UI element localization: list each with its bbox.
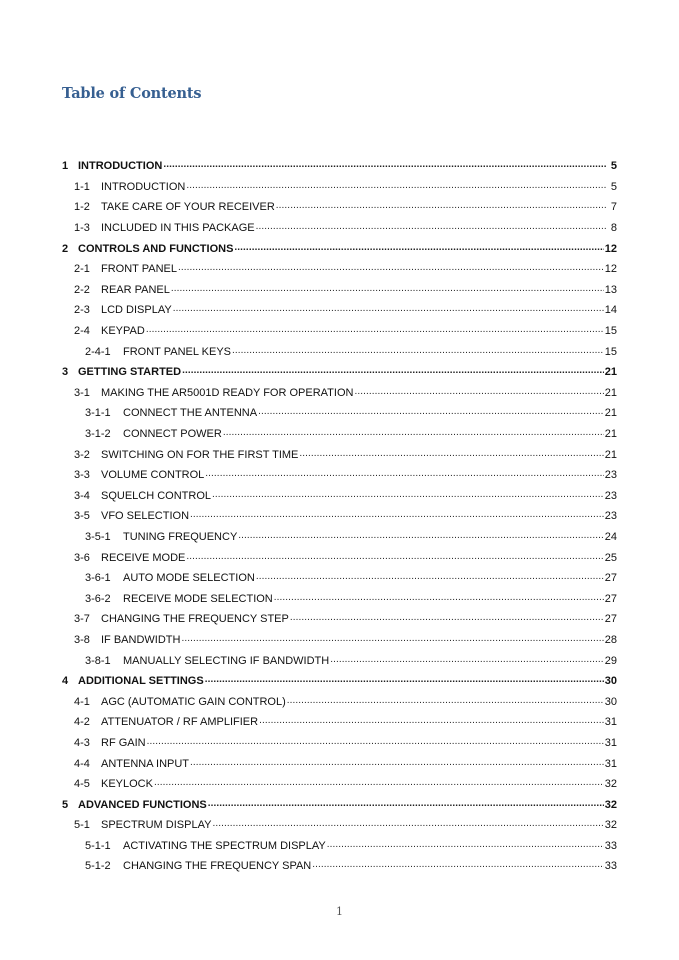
toc-entry-label: SPECTRUM DISPLAY: [101, 819, 212, 832]
toc-entry-label: LCD DISPLAY: [101, 304, 172, 317]
toc-entry-page: 32: [604, 798, 617, 811]
toc-entry-number: 4-1: [74, 695, 90, 708]
toc-entry-number: 1-1: [74, 180, 90, 193]
toc-entry[interactable]: [62, 486, 617, 507]
toc-entry-number: 3-1: [74, 386, 90, 399]
toc-entry-number: 3-8-1: [85, 654, 111, 667]
toc-entry[interactable]: [62, 444, 617, 465]
toc-entry-page: 32: [604, 819, 617, 832]
toc-entry-page: 29: [604, 654, 617, 667]
toc-entry-page: 21: [604, 448, 617, 461]
toc-entry-page: 15: [604, 345, 617, 358]
toc-entry[interactable]: [62, 197, 617, 218]
toc-entry-page: 30: [604, 695, 617, 708]
toc-entry-label: KEYPAD: [101, 325, 145, 338]
toc-entry-number: 3-8: [74, 633, 90, 646]
dot-leader: [258, 407, 604, 419]
toc-entry-label: KEYLOCK: [101, 778, 153, 791]
toc-entry-label: TUNING FREQUENCY: [123, 530, 238, 543]
dot-leader: [256, 572, 604, 584]
toc-entry[interactable]: [62, 280, 617, 301]
toc-entry[interactable]: [62, 321, 617, 342]
toc-entry-page: 5: [610, 180, 617, 193]
toc-entry-label: INTRODUCTION: [78, 160, 163, 173]
toc-entry[interactable]: [62, 506, 617, 527]
toc-entry-page: 12: [604, 263, 617, 276]
toc-entry[interactable]: [62, 547, 617, 568]
toc-entry[interactable]: [62, 712, 617, 733]
toc-entry-page: 32: [604, 778, 617, 791]
toc-entry-label: GETTING STARTED: [78, 366, 182, 379]
toc-entry[interactable]: [62, 465, 617, 486]
toc-entry[interactable]: [62, 383, 617, 404]
dot-leader: [186, 181, 606, 193]
dot-leader: [173, 304, 604, 316]
toc-entry-page: 27: [604, 592, 617, 605]
toc-entry-label: TAKE CARE OF YOUR RECEIVER: [101, 201, 275, 214]
toc-entry-label: CONTROLS AND FUNCTIONS: [78, 242, 234, 255]
toc-entry-page: 21: [604, 366, 617, 379]
toc-entry[interactable]: [62, 691, 617, 712]
toc-entry-number: 2: [62, 242, 69, 255]
toc-entry[interactable]: [62, 238, 617, 259]
toc-entry[interactable]: [62, 650, 617, 671]
toc-entry-label: CHANGING THE FREQUENCY SPAN: [123, 860, 312, 873]
dot-leader: [259, 716, 604, 728]
dot-leader: [312, 860, 603, 872]
toc-entry-label: AUTO MODE SELECTION: [123, 572, 255, 585]
toc-entry-page: 28: [604, 633, 617, 646]
dot-leader: [256, 222, 606, 234]
toc-entry[interactable]: [62, 836, 617, 857]
toc-entry-label: FRONT PANEL: [101, 263, 177, 276]
dot-leader: [163, 160, 606, 172]
toc-entry-page: 5: [610, 160, 617, 173]
toc-entry-label: CONNECT THE ANTENNA: [123, 407, 258, 420]
dot-leader: [205, 469, 603, 481]
toc-entry-label: SQUELCH CONTROL: [101, 489, 212, 502]
dot-leader: [238, 531, 603, 543]
toc-entry-number: 4-3: [74, 736, 90, 749]
toc-entry-label: AGC (AUTOMATIC GAIN CONTROL): [101, 695, 286, 708]
toc-entry[interactable]: [62, 218, 617, 239]
toc-entry-number: 3-5: [74, 510, 90, 523]
toc-entry-label: REAR PANEL: [101, 283, 170, 296]
toc-entry-page: 27: [604, 572, 617, 585]
toc-entry[interactable]: [62, 794, 617, 815]
toc-entry-page: 31: [604, 716, 617, 729]
toc-entry[interactable]: [62, 259, 617, 280]
dot-leader: [276, 201, 606, 213]
toc-entry-page: 31: [604, 757, 617, 770]
dot-leader: [171, 284, 604, 296]
toc-entry-number: 1: [62, 160, 69, 173]
dot-leader: [234, 243, 603, 255]
toc-entry-page: 8: [610, 222, 617, 235]
toc-entry-page: 33: [604, 839, 617, 852]
toc-entry-page: 33: [604, 860, 617, 873]
toc-entry-page: 15: [604, 325, 617, 338]
toc-list: [62, 156, 617, 877]
toc-entry[interactable]: [62, 568, 617, 589]
toc-entry-label: MANUALLY SELECTING IF BANDWIDTH: [123, 654, 330, 667]
toc-entry-label: RECEIVE MODE: [101, 551, 186, 564]
toc-entry[interactable]: [62, 753, 617, 774]
dot-leader: [212, 819, 603, 831]
toc-entry-number: 3-6-2: [85, 592, 111, 605]
toc-entry-number: 5-1-1: [85, 839, 111, 852]
dot-leader: [182, 366, 604, 378]
toc-entry-number: 4-2: [74, 716, 90, 729]
toc-entry[interactable]: [62, 177, 617, 198]
toc-entry-label: ATTENUATOR / RF AMPLIFIER: [101, 716, 259, 729]
toc-entry-number: 2-2: [74, 283, 90, 296]
toc-entry-number: 3-2: [74, 448, 90, 461]
toc-entry-label: MAKING THE AR5001D READY FOR OPERATION: [101, 386, 354, 399]
toc-entry-page: 14: [604, 304, 617, 317]
toc-entry-page: 23: [604, 510, 617, 523]
toc-entry-page: 23: [604, 469, 617, 482]
toc-entry-label: ADDITIONAL SETTINGS: [78, 675, 204, 688]
toc-entry-page: 12: [604, 242, 617, 255]
toc-entry-page: 27: [604, 613, 617, 626]
dot-leader: [178, 263, 604, 275]
toc-entry-number: 3-5-1: [85, 530, 111, 543]
dot-leader: [290, 613, 604, 625]
toc-entry[interactable]: [62, 856, 617, 877]
toc-entry[interactable]: [62, 300, 617, 321]
dot-leader: [299, 449, 603, 461]
dot-leader: [205, 675, 604, 687]
toc-entry-label: CONNECT POWER: [123, 428, 222, 441]
toc-entry[interactable]: [62, 609, 617, 630]
toc-entry[interactable]: [62, 424, 617, 445]
toc-entry[interactable]: [62, 527, 617, 548]
toc-entry-page: 23: [604, 489, 617, 502]
toc-entry-number: 2-3: [74, 304, 90, 317]
dot-leader: [212, 490, 604, 502]
toc-entry-number: 3-1-2: [85, 428, 111, 441]
toc-entry-number: 4-5: [74, 778, 90, 791]
toc-entry-label: ADVANCED FUNCTIONS: [78, 798, 207, 811]
toc-entry-page: 24: [604, 530, 617, 543]
toc-entry[interactable]: [62, 733, 617, 754]
dot-leader: [354, 387, 603, 399]
dot-leader: [181, 634, 603, 646]
toc-entry-number: 5-1-2: [85, 860, 111, 873]
toc-entry-number: 3-6-1: [85, 572, 111, 585]
toc-entry-label: IF BANDWIDTH: [101, 633, 181, 646]
toc-entry-label: SWITCHING ON FOR THE FIRST TIME: [101, 448, 299, 461]
toc-entry-page: 21: [604, 428, 617, 441]
dot-leader: [330, 655, 604, 667]
toc-entry[interactable]: [62, 341, 617, 362]
toc-entry-number: 3-4: [74, 489, 90, 502]
toc-entry-number: 5: [62, 798, 69, 811]
toc-entry[interactable]: [62, 588, 617, 609]
dot-leader: [223, 428, 604, 440]
toc-entry-page: 13: [604, 283, 617, 296]
dot-leader: [274, 593, 604, 605]
toc-entry-page: 30: [604, 675, 617, 688]
dot-leader: [190, 758, 604, 770]
toc-entry-label: INTRODUCTION: [101, 180, 186, 193]
dot-leader: [208, 799, 604, 811]
toc-entry-label: CHANGING THE FREQUENCY STEP: [101, 613, 289, 626]
toc-entry-label: ANTENNA INPUT: [101, 757, 190, 770]
toc-entry-number: 3-1-1: [85, 407, 111, 420]
dot-leader: [147, 737, 604, 749]
toc-entry[interactable]: [62, 671, 617, 692]
toc-entry-page: 25: [604, 551, 617, 564]
toc-entry-number: 3-6: [74, 551, 90, 564]
toc-entry-number: 2-1: [74, 263, 90, 276]
toc-entry-label: RF GAIN: [101, 736, 146, 749]
toc-entry[interactable]: [62, 362, 617, 383]
dot-leader: [154, 778, 604, 790]
toc-entry-number: 2-4-1: [85, 345, 111, 358]
toc-entry-number: 4: [62, 675, 69, 688]
toc-entry-label: FRONT PANEL KEYS: [123, 345, 231, 358]
toc-entry[interactable]: [62, 403, 617, 424]
toc-entry-page: 31: [604, 736, 617, 749]
toc-entry-page: 21: [604, 407, 617, 420]
toc-entry-page: 7: [610, 201, 617, 214]
toc-entry[interactable]: [62, 630, 617, 651]
toc-entry-label: ACTIVATING THE SPECTRUM DISPLAY: [123, 839, 326, 852]
toc-entry-number: 2-4: [74, 325, 90, 338]
toc-entry-number: 5-1: [74, 819, 90, 832]
toc-title: Table of Contents: [62, 85, 202, 102]
toc-entry[interactable]: [62, 156, 617, 177]
dot-leader: [232, 346, 604, 358]
dot-leader: [327, 840, 604, 852]
toc-entry-number: 1-3: [74, 222, 90, 235]
toc-entry-label: VFO SELECTION: [101, 510, 190, 523]
toc-entry[interactable]: [62, 774, 617, 795]
toc-entry-number: 3-3: [74, 469, 90, 482]
toc-entry[interactable]: [62, 815, 617, 836]
toc-entry-label: VOLUME CONTROL: [101, 469, 205, 482]
toc-entry-page: 21: [604, 386, 617, 399]
toc-entry-number: 3: [62, 366, 69, 379]
dot-leader: [146, 325, 604, 337]
toc-entry-number: 1-2: [74, 201, 90, 214]
toc-entry-label: RECEIVE MODE SELECTION: [123, 592, 273, 605]
toc-entry-number: 3-7: [74, 613, 90, 626]
toc-entry-label: INCLUDED IN THIS PACKAGE: [101, 222, 255, 235]
dot-leader: [186, 552, 603, 564]
dot-leader: [287, 696, 604, 708]
dot-leader: [190, 510, 604, 522]
page-number: 1: [336, 905, 343, 918]
toc-entry-number: 4-4: [74, 757, 90, 770]
